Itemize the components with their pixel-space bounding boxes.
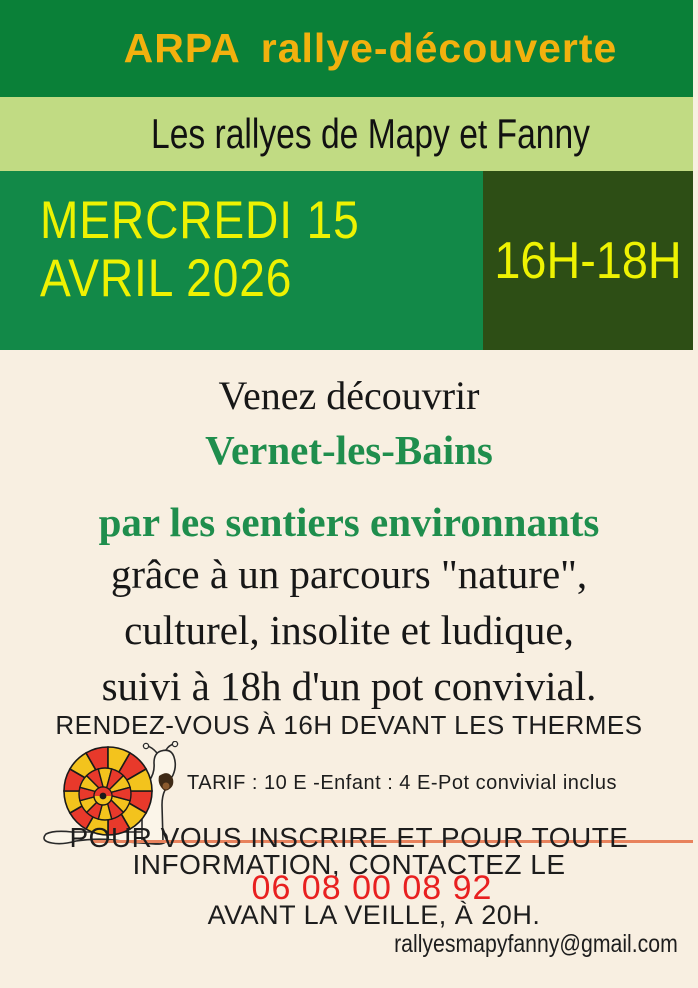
date-block [0, 171, 483, 350]
place-name: Vernet-les-Bains [205, 427, 493, 473]
date-line-1: MERCREDI 15 [40, 191, 360, 250]
header-band [0, 0, 693, 97]
email-address: rallyesmapyfanny@gmail.com [394, 930, 678, 958]
body-line-1: grâce à un parcours "nature", [110, 551, 588, 597]
time-block [483, 171, 693, 350]
subtitle-text: Les rallyes de Mapy et Fanny [151, 110, 590, 157]
body-line-2: culturel, insolite et ludique, [124, 607, 574, 653]
intro-line: Venez découvrir [218, 373, 480, 418]
org-name: ARPA [123, 25, 241, 71]
tagline: par les sentiers environnants [98, 499, 600, 545]
phone-number: 06 08 00 08 92 [251, 869, 493, 907]
tarif-line: TARIF : 10 E -Enfant : 4 E-Pot convivial inclus [187, 772, 617, 794]
meeting-point: RENDEZ-VOUS À 16H DEVANT LES THERMES [55, 710, 643, 740]
body-line-3: suivi à 18h d'un pot convivial. [101, 663, 597, 709]
deadline-line: AVANT LA VEILLE, À 20H. [207, 900, 541, 930]
contact-line-1: POUR VOUS INSCRIRE ET POUR TOUTE [69, 822, 629, 853]
header-title [24, 0, 698, 97]
time-range: 16H-18H [494, 231, 682, 290]
date-line-2: AVRIL 2026 [40, 249, 293, 308]
subtitle-band [0, 97, 693, 171]
event-type: rallye-découverte [260, 25, 618, 71]
contact-line-2: INFORMATION, CONTACTEZ LE [132, 849, 566, 880]
